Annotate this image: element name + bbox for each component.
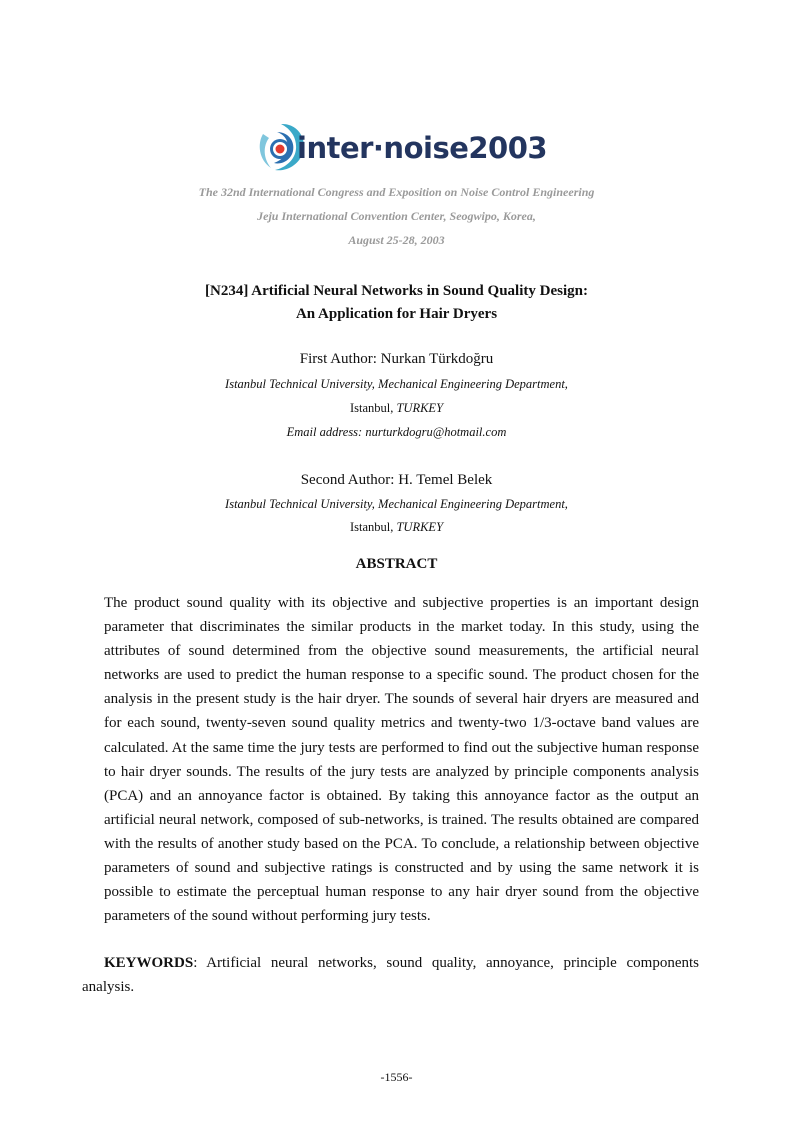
conference-venue: Jeju International Convention Center, Seogwipo, Korea, bbox=[257, 209, 536, 223]
logo-text: inter·noise2003 bbox=[297, 131, 548, 165]
first-author-affiliation: Istanbul Technical University, Mechanical Engineering Department, bbox=[225, 377, 568, 391]
first-author-email: Email address: nurturkdogru@hotmail.com bbox=[286, 425, 507, 439]
first-author-country: TURKEY bbox=[396, 401, 444, 415]
conference-name: The 32nd International Congress and Exposition on Noise Control Engineering bbox=[198, 185, 595, 199]
first-author-city: Istanbul, bbox=[349, 401, 394, 415]
conference-dates: August 25-28, 2003 bbox=[348, 233, 445, 247]
first-author-location bbox=[0, 401, 793, 416]
second-author-location bbox=[0, 520, 793, 535]
abstract-heading: ABSTRACT bbox=[355, 556, 438, 572]
paper-title-line-1: [N234] Artificial Neural Networks in Sound Quality Design: bbox=[205, 283, 588, 299]
first-author-name: First Author: Nurkan Türkdoğru bbox=[299, 351, 494, 367]
second-author-city: Istanbul, bbox=[349, 520, 394, 534]
abstract-body: The product sound quality with its objective and subjective properties is an important design parameter that discriminates the similar products in the market today. In this study, using the attributes of sound determined from the objective sound measurements, the artificial neural networks are used to predict the human response to a specific sound. The product chosen for the analysis in the present study is the hair dryer. The sounds of several hair dryers are measured and for each sound, twenty-seven sound quality metrics and twenty-two 1/3-octave band values are calculated. At the same time the jury tests are performed to find out the subjective human response to hair dryer sounds. The results of the jury tests are analyzed by principle components analysis (PCA) and an annoyance factor is obtained. By taking this annoyance factor as the output an artificial neural network, composed of sub-networks, is trained. The results obtained are compared with the results of another study based on the PCA. To conclude, a relationship between objective parameters of sound and subjective ratings is constructed and by using the same network it is possible to estimate the perceptual human response to any hair dryer sound from the objective parameters of the sound without performing jury tests. bbox=[104, 595, 699, 925]
paper-title-line-2: An Application for Hair Dryers bbox=[295, 306, 498, 322]
second-author-affiliation: Istanbul Technical University, Mechanical Engineering Department, bbox=[225, 497, 568, 511]
second-author-country: TURKEY bbox=[396, 520, 444, 534]
conference-logo bbox=[255, 120, 548, 178]
page-number: -1556- bbox=[380, 1070, 413, 1084]
second-author-name: Second Author: H. Temel Belek bbox=[300, 472, 493, 488]
keywords-text: : Artificial neural networks, sound quality, annoyance, principle components analysis. bbox=[82, 955, 699, 996]
keywords-label: KEYWORDS bbox=[104, 955, 194, 971]
keywords-paragraph bbox=[82, 951, 699, 999]
